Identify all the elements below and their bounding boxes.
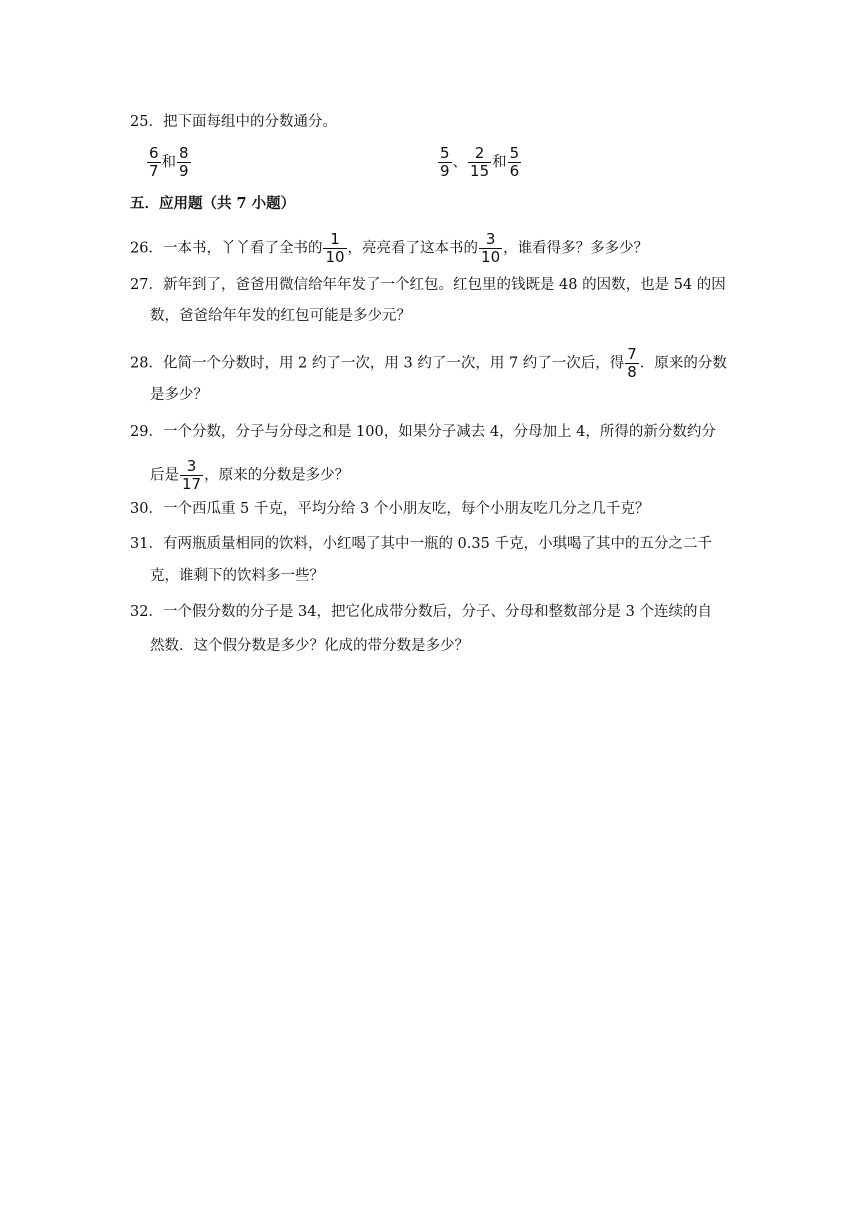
- question-text: 后是: [150, 467, 179, 484]
- question-26: [130, 231, 648, 266]
- question-number: 29．: [130, 424, 163, 440]
- question-number: 30．: [130, 501, 163, 517]
- fraction: $\frac{7}{8}$: [627, 345, 637, 381]
- question-text: 把下面每组中的分数通分。: [162, 114, 337, 130]
- question-text: 化简一个分数时，用 2 约了一次，用 3 约了一次，用 7 约了一次后，得: [162, 355, 625, 372]
- fraction: $\frac{1}{10}$: [325, 230, 345, 266]
- question-27-continued: 数，爸爸给年年发的红包可能是多少元？: [150, 308, 411, 324]
- question-text: ，谁看得多？多多少？: [503, 240, 649, 257]
- question-number: 25．: [130, 114, 163, 130]
- connector-text: 和: [492, 154, 507, 171]
- question-text: 有两瓶质量相同的饮料，小红喝了其中一瓶的 0.35 千克，小琪喝了其中的五分之二千: [162, 536, 712, 552]
- question-number: 28．: [130, 355, 163, 372]
- question-text: 新年到了，爸爸用微信给年年发了一个红包。红包里的钱既是 48 的因数，也是 54 的因: [162, 277, 726, 293]
- question-number: 27．: [130, 277, 163, 293]
- question-number: 31．: [130, 536, 163, 552]
- connector-text: 和: [161, 154, 177, 171]
- fraction-group-1: [146, 145, 192, 180]
- question-25: [130, 112, 337, 132]
- fraction: $\frac{5}{6}$: [509, 144, 520, 180]
- fraction: $\frac{2}{15}$: [470, 144, 490, 180]
- question-text: ．原来的分数: [639, 355, 727, 372]
- question-30: [130, 499, 649, 519]
- question-text: 一个分数，分子与分母之和是 100，如果分子减去 4，分母加上 4，所得的新分数约分: [162, 424, 716, 440]
- question-text: ，原来的分数是多少？: [204, 467, 350, 484]
- section-heading: 五．应用题（共 7 小题）: [130, 195, 296, 212]
- question-text: ，亮亮看了这本书的: [347, 240, 479, 257]
- question-text: 一本书，丫丫看了全书的: [162, 240, 323, 257]
- question-27: [130, 275, 726, 295]
- question-text: 一个假分数的分子是 34，把它化成带分数后，分子、分母和整数部分是 3 个连续的自: [162, 604, 712, 620]
- separator-text: 、: [452, 154, 468, 171]
- question-number: 26．: [130, 240, 163, 257]
- fraction: $\frac{8}{9}$: [179, 144, 189, 180]
- question-29: [130, 422, 716, 442]
- fraction-group-2: [437, 145, 522, 180]
- question-31: [130, 534, 712, 554]
- question-31-continued: 克，谁剩下的饮料多一些？: [150, 568, 324, 584]
- question-28-continued: 是多少？: [150, 387, 208, 403]
- fraction: $\frac{5}{9}$: [440, 144, 450, 180]
- fraction: $\frac{3}{10}$: [481, 230, 501, 266]
- question-29-continued: [150, 458, 349, 493]
- fraction: $\frac{3}{17}$: [182, 457, 202, 493]
- question-32-continued: 然数．这个假分数是多少？化成的带分数是多少？: [150, 638, 469, 654]
- fraction: $\frac{6}{7}$: [149, 144, 159, 180]
- question-text: 一个西瓜重 5 千克，平均分给 3 个小朋友吃，每个小朋友吃几分之几千克？: [162, 501, 650, 517]
- question-32: [130, 602, 712, 622]
- question-28: [130, 346, 727, 381]
- question-number: 32．: [130, 604, 163, 620]
